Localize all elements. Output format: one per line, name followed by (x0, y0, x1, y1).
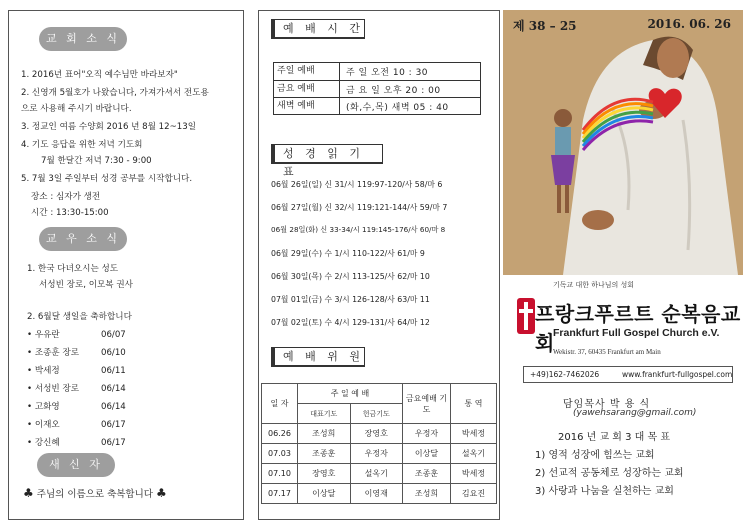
club-icon: ♣ (23, 486, 34, 500)
cover-panel (503, 10, 743, 520)
website-link[interactable]: www.frankfurt-fullgospel.com (621, 370, 733, 379)
reading-row: 06월 29일(수) 수 1/시 110-122/사 61/마 9 (271, 249, 425, 258)
news-item: 으로 사용해 주시기 바랍니다. (21, 104, 132, 114)
duty-friday: 이상달 (403, 444, 451, 464)
duty-translation: 박세정 (451, 424, 497, 444)
birthday-date: 06/17 (101, 420, 126, 430)
reading-row: 07월 01일(금) 수 3/시 126-128/사 63/마 11 (271, 295, 430, 304)
duty-row (262, 424, 497, 444)
service-time: 주 일 오전 10 : 30 (346, 68, 429, 78)
worship-panel (258, 10, 500, 520)
birthday-date: 06/14 (101, 384, 126, 394)
reading-row: 07월 02일(토) 수 4/시 129-131/사 64/마 12 (271, 318, 430, 327)
church-goals-title: 2016 년 교 회 3 대 목 표 (558, 432, 671, 443)
reading-row: 06월 27일(월) 신 32/시 119:121-144/사 59/마 7 (271, 203, 448, 212)
duty-translation: 박세정 (451, 464, 497, 484)
duty-friday: 조종훈 (403, 464, 451, 484)
club-icon: ♣ (156, 486, 167, 500)
birthday-name: 강신혜 (34, 438, 60, 448)
duty-date: 07.17 (262, 484, 298, 504)
blessing-line (23, 487, 167, 501)
duty-row (262, 484, 497, 504)
duty-offer: 이영재 (350, 484, 403, 504)
birthday-name: 고화영 (34, 402, 60, 412)
blessing-text: 주님의 이름으로 축복합니다 (36, 489, 153, 500)
news-item: 4. 기도 응답을 위한 저녁 기도회 (21, 140, 143, 150)
duty-table (261, 383, 497, 504)
service-name: 금요 예배 (274, 81, 340, 97)
duty-offer: 설옥기 (350, 464, 403, 484)
phone-number: +49)162-7462026 (530, 370, 600, 379)
service-time: (화,수,목) 새벽 05 : 40 (346, 102, 449, 113)
church-logo-icon (517, 298, 535, 334)
service-time-title: 예 배 시 간 (271, 19, 365, 39)
birthday-name: 조종훈 장로 (34, 348, 80, 358)
church-news-title: 교 회 소 식 (39, 27, 127, 51)
birthday-row: • 조종훈 장로 (27, 348, 80, 358)
birthday-name: 박세정 (34, 366, 60, 376)
news-item: 7월 한달간 저녁 7:30 - 9:00 (41, 156, 152, 166)
contact-box (523, 366, 733, 383)
service-time: 금 요 일 오후 20 : 00 (346, 85, 441, 96)
service-table (273, 62, 481, 115)
duty-friday: 우정자 (403, 424, 451, 444)
issue-number: 제 38 – 25 (513, 19, 577, 33)
service-row (274, 63, 480, 80)
reading-row: 06월 30일(목) 수 2/시 113-125/사 62/마 10 (271, 272, 430, 281)
bulletin-date: 2016. 06. 26 (647, 17, 731, 31)
duty-row (262, 444, 497, 464)
denomination-slogan: 기독교 대한 하나님의 성회 (553, 281, 635, 289)
duty-header-friday: 금요예배 기도 (403, 384, 451, 424)
pastor-email: (yawehsarang@gmail.com) (573, 408, 697, 418)
news-item: 2. 신영개 5월호가 나왔습니다, 가져가셔서 전도용 (21, 88, 209, 98)
birthday-name: 서성빈 장로 (34, 384, 80, 394)
birthday-row: • 강신혜 (27, 438, 60, 448)
birthday-name: 이재오 (34, 420, 60, 430)
birthday-date: 06/14 (101, 402, 126, 412)
birthday-date: 06/11 (101, 366, 126, 376)
church-goal: 3) 사랑과 나눔을 실천하는 교회 (535, 486, 674, 497)
duty-date: 06.26 (262, 424, 298, 444)
service-name: 새벽 예배 (274, 98, 340, 114)
news-item: 장소 : 심자가 생전 (31, 192, 101, 202)
duty-date: 07.10 (262, 464, 298, 484)
birthday-row: • 이재오 (27, 420, 60, 430)
church-goal: 2) 선교적 공동체로 성장하는 교회 (535, 468, 684, 479)
duty-offer: 우정자 (350, 444, 403, 464)
birthday-heading: 2. 6월달 생일을 축하합니다 (27, 312, 132, 322)
cover-illustration (503, 10, 743, 275)
news-item: 3. 정교인 여름 수양회 2016 년 8월 12~13일 (21, 122, 197, 132)
duty-translation: 설옥기 (451, 444, 497, 464)
news-item: 5. 7월 3일 주일부터 성경 공부를 시작합니다. (21, 174, 193, 184)
jesus-holding-child-illustration (503, 10, 743, 275)
duty-header-translation: 통 역 (451, 384, 497, 424)
church-english-name: Frankfurt Full Gospel Church e.V. (553, 327, 720, 339)
duty-rep: 장영호 (298, 464, 351, 484)
reading-row: 06월 26일(일) 신 31/시 119:97-120/사 58/마 6 (271, 180, 443, 189)
birthday-row: • 고화영 (27, 402, 60, 412)
birthday-row: • 박세정 (27, 366, 60, 376)
duty-offer: 장영호 (350, 424, 403, 444)
duty-header-main: 주 일 예 배 (298, 384, 403, 404)
birthday-date: 06/10 (101, 348, 126, 358)
birthday-row: • 우유란 (27, 330, 60, 340)
duty-header-rep-prayer: 대표기도 (298, 404, 351, 424)
newcomer-title: 새 신 자 (37, 453, 115, 477)
duty-rep: 이상달 (298, 484, 351, 504)
church-name: 프랑크푸르트 순복음교회 (535, 302, 741, 355)
senior-pastor: 담임목사 박 용 식 (563, 399, 651, 410)
service-row (274, 97, 480, 114)
service-name: 주일 예배 (274, 63, 340, 80)
duty-rep: 조성희 (298, 424, 351, 444)
bible-reading-title: 성 경 읽 기 표 (271, 144, 383, 164)
duty-date: 07.03 (262, 444, 298, 464)
duty-friday: 조성희 (403, 484, 451, 504)
member-item: 1. 한국 다녀오시는 성도 (27, 264, 119, 274)
church-news-panel (8, 10, 244, 520)
church-goal: 1) 영적 성장에 힘쓰는 교회 (535, 450, 655, 461)
reading-row: 06월 28일(화) 신 33-34/시 119:145-176/사 60/마 8 (271, 225, 446, 234)
service-row (274, 80, 480, 97)
duty-row (262, 464, 497, 484)
duty-header-offering-prayer: 헌금기도 (350, 404, 403, 424)
member-news-title: 교 우 소 식 (39, 227, 127, 251)
birthday-row: • 서성빈 장로 (27, 384, 80, 394)
news-item: 1. 2016년 표어"오직 예수님만 바라보자" (21, 70, 178, 80)
duty-translation: 김요진 (451, 484, 497, 504)
duty-header-date: 일 자 (262, 384, 298, 424)
duty-rep: 조종훈 (298, 444, 351, 464)
member-item: 서성빈 장로, 이모복 권사 (39, 280, 133, 290)
duty-title: 예 배 위 원 (271, 347, 365, 367)
news-item: 시간 : 13:30-15:00 (31, 208, 109, 218)
birthday-name: 우유란 (34, 330, 60, 340)
church-address: Wekistr. 37, 60435 Frankfurt am Main (553, 348, 661, 356)
birthday-date: 06/07 (101, 330, 126, 340)
birthday-date: 06/17 (101, 438, 126, 448)
